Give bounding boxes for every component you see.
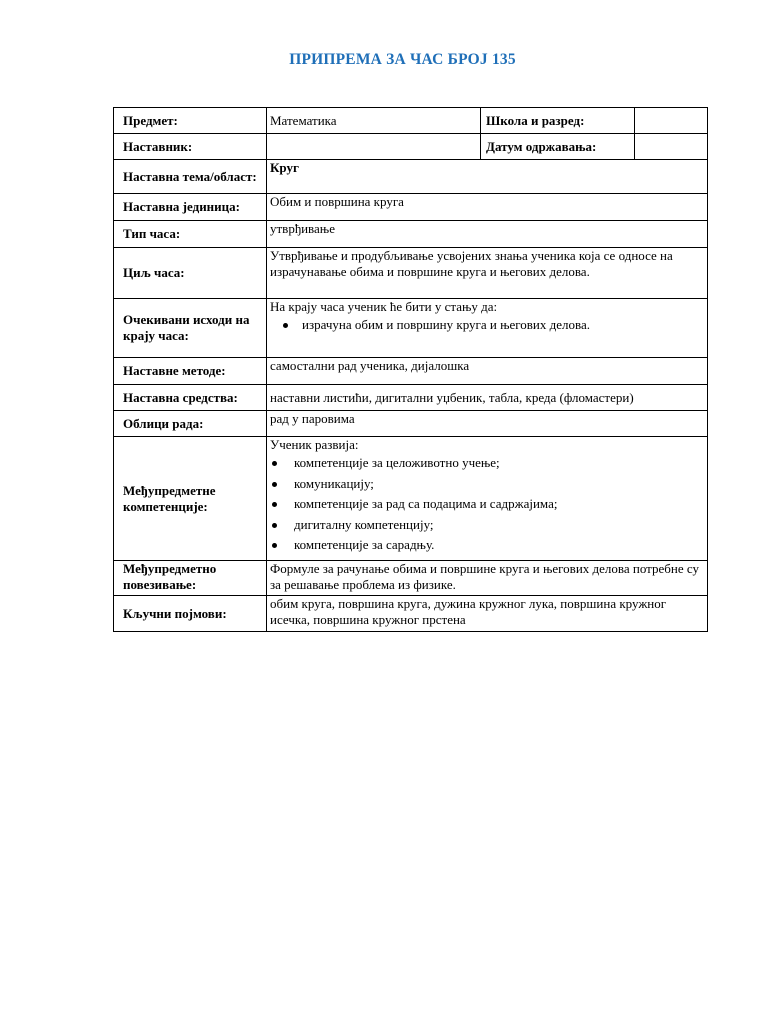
resources-label: Наставна средства:	[114, 385, 267, 411]
table-row	[114, 561, 708, 596]
list-item: израчуна обим и површину круга и његових делова.	[270, 315, 704, 336]
table-row	[114, 160, 708, 194]
integration-value: Формуле за рачунање обима и површине круга и његових делова потребне су за решавање проблема из физике.	[267, 561, 708, 596]
outcomes-label: Очекивани исходи на крају часа:	[114, 299, 267, 358]
list-item: компетенције за целоживотно учење;	[270, 453, 704, 474]
outcomes-cell	[267, 299, 708, 358]
outcomes-list	[270, 315, 704, 336]
table-row	[114, 358, 708, 385]
work-forms-value: рад у паровима	[267, 411, 708, 437]
table-row	[114, 437, 708, 561]
list-item: компетенције за сарадњу.	[270, 535, 704, 556]
lesson-type-label: Тип часа:	[114, 221, 267, 248]
topic-label: Наставна тема/област:	[114, 160, 267, 194]
teacher-value	[267, 134, 481, 160]
date-value	[635, 134, 708, 160]
school-grade-value	[635, 108, 708, 134]
school-grade-label: Школа и разред:	[481, 108, 635, 134]
table-row	[114, 385, 708, 411]
subject-value: Математика	[267, 108, 481, 134]
lesson-plan-table	[113, 107, 708, 632]
goal-value: Утврђивање и продубљивање усвојених знања ученика која се односе на израчунавање обима и површине круга и његових делова.	[267, 248, 708, 299]
competencies-list	[270, 453, 704, 556]
table-row	[114, 108, 708, 134]
outcomes-intro: На крају часа ученик ће бити у стању да:	[270, 299, 498, 314]
subject-label: Предмет:	[114, 108, 267, 134]
list-item: дигиталну компетенцију;	[270, 515, 704, 536]
table-row	[114, 134, 708, 160]
resources-value: наставни листићи, дигитални уџбеник, табла, креда (фломастери)	[267, 385, 708, 411]
list-item: комуникацију;	[270, 474, 704, 495]
integration-label: Међупредметно повезивање:	[114, 561, 267, 596]
competencies-intro: Ученик развија:	[270, 437, 359, 452]
topic-value: Круг	[267, 160, 708, 194]
methods-value: самостални рад ученика, дијалошка	[267, 358, 708, 385]
table-row	[114, 194, 708, 221]
methods-label: Наставне методе:	[114, 358, 267, 385]
competencies-cell	[267, 437, 708, 561]
teacher-label: Наставник:	[114, 134, 267, 160]
key-terms-label: Кључни појмови:	[114, 596, 267, 632]
unit-value: Обим и површина круга	[267, 194, 708, 221]
unit-label: Наставна јединица:	[114, 194, 267, 221]
table-row	[114, 299, 708, 358]
table-row	[114, 248, 708, 299]
table-row	[114, 221, 708, 248]
table-row	[114, 411, 708, 437]
lesson-type-value: утврђивање	[267, 221, 708, 248]
document-title: ПРИПРЕМА ЗА ЧАС БРОЈ 135	[289, 51, 516, 68]
key-terms-value: обим круга, површина круга, дужина кружног лука, површина кружног исечка, површина кружног прстена	[267, 596, 708, 632]
date-label: Датум одржавања:	[481, 134, 635, 160]
competencies-label: Међупредметне компетенције:	[114, 437, 267, 561]
list-item: компетенције за рад са подацима и садржајима;	[270, 494, 704, 515]
goal-label: Циљ часа:	[114, 248, 267, 299]
table-row	[114, 596, 708, 632]
work-forms-label: Облици рада:	[114, 411, 267, 437]
